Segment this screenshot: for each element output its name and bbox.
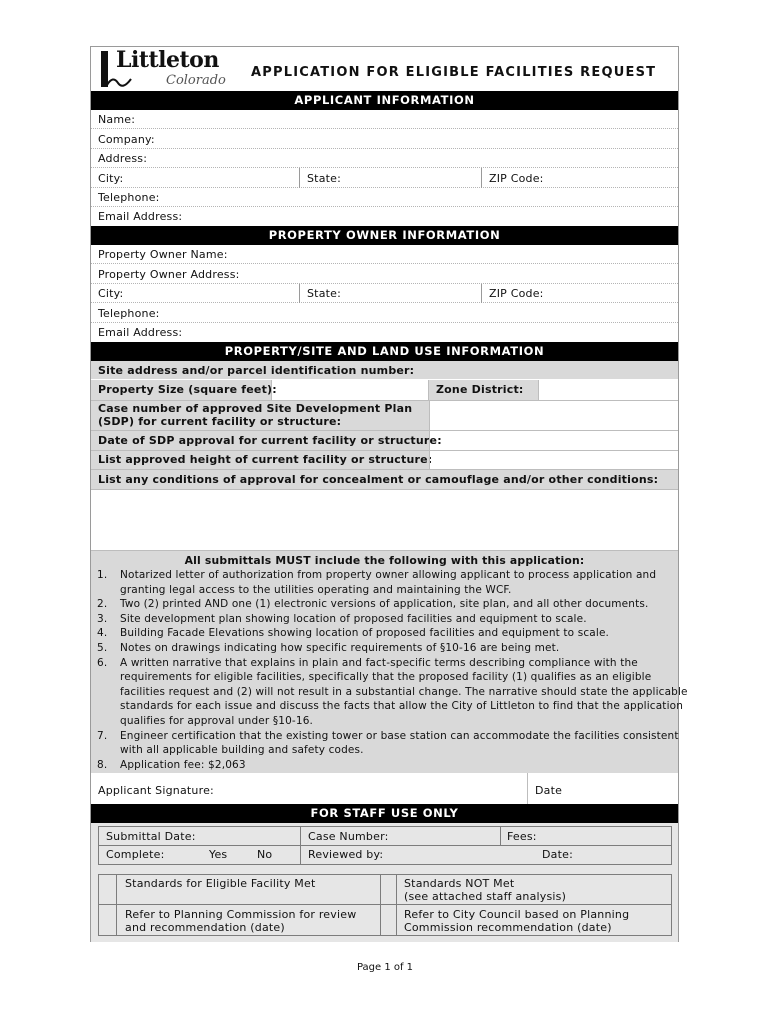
submittal-item-text: Notarized letter of authorization from property owner allowing applicant to process application and (120, 569, 657, 581)
applicant-city-label: City: (98, 172, 124, 185)
submittal-item-text: Building Facade Elevations showing location of proposed facilities and equipment to scale. (120, 627, 610, 640)
applicant-name-row[interactable] (91, 110, 678, 129)
case-number-staff-label: Case Number: (308, 830, 389, 843)
owner-address-label: Property Owner Address: (98, 268, 240, 281)
divider (481, 168, 482, 188)
submittal-item (97, 612, 672, 627)
refer-cc-checkbox[interactable] (381, 905, 396, 935)
complete-label: Complete: (106, 848, 165, 861)
divider (481, 284, 482, 303)
fees-label: Fees: (507, 830, 537, 843)
submittal-item-number: 7. (97, 729, 108, 742)
standards-not-met-label-line2: (see attached staff analysis) (404, 890, 567, 903)
submittal-item-number: 4. (97, 627, 108, 640)
owner-email-label: Email Address: (98, 326, 183, 339)
applicant-city-row[interactable] (91, 168, 678, 188)
height-label: List approved height of current facility or structure: (98, 453, 433, 466)
zone-district-label-cell (429, 380, 538, 400)
applicant-company-row[interactable] (91, 129, 678, 149)
case-number-label-line2: (SDP) for current facility or structure: (98, 415, 342, 428)
owner-name-row[interactable] (91, 245, 678, 264)
conditions-label: List any conditions of approval for concealment or camouflage and/or other conditions: (98, 473, 659, 486)
complete-yes-option[interactable]: Yes (209, 848, 228, 861)
standards-met-checkbox[interactable] (99, 875, 116, 904)
applicant-email-label: Email Address: (98, 210, 183, 223)
applicant-telephone-row[interactable] (91, 188, 678, 207)
applicant-company-label: Company: (98, 133, 155, 146)
applicant-email-row[interactable] (91, 207, 678, 226)
applicant-address-row[interactable] (91, 149, 678, 168)
submittal-item-text: Application fee: $2,063 (120, 758, 246, 771)
property-size-label: Property Size (square feet): (98, 383, 277, 396)
city-logo (100, 49, 230, 91)
owner-name-label: Property Owner Name: (98, 248, 228, 261)
standards-not-met-label-line1: Standards NOT Met (404, 877, 515, 890)
owner-telephone-label: Telephone: (98, 307, 160, 320)
case-number-row (91, 401, 678, 431)
staff-decision-table (98, 874, 672, 936)
reviewed-by-label: Reviewed by: (308, 848, 384, 861)
owner-address-row[interactable] (91, 264, 678, 284)
staff-col-divider (500, 827, 501, 845)
owner-city-label: City: (98, 287, 124, 300)
submittal-item-text: requirements for eligible facilities, specifically that the proposed facility (1) qualifies as an eligible (120, 671, 652, 684)
submittal-item-number: 1. (97, 569, 108, 581)
owner-email-row[interactable] (91, 323, 678, 342)
submittal-item-number: 2. (97, 598, 108, 611)
submittal-item-text: Engineer certification that the existing tower or base station can accommodate the facilities consistent (120, 729, 679, 742)
owner-zip-label: ZIP Code: (489, 287, 544, 300)
applicant-zip-label: ZIP Code: (489, 172, 544, 185)
decision-checkbox-col (396, 875, 397, 935)
owner-state-label: State: (307, 287, 342, 300)
sdp-date-input[interactable] (429, 431, 678, 450)
property-size-input[interactable] (271, 380, 429, 400)
submittal-item-number: 8. (97, 758, 108, 771)
signature-field[interactable] (91, 773, 528, 804)
divider (299, 284, 300, 303)
complete-no-option[interactable]: No (257, 848, 273, 861)
page-number: Page 1 of 1 (356, 962, 414, 973)
staff-row-divider (99, 845, 671, 846)
case-number-input[interactable] (429, 401, 678, 430)
sdp-date-row (91, 431, 678, 451)
sdp-date-label: Date of SDP approval for current facility or structure: (98, 434, 442, 447)
refer-cc-label-line1: Refer to City Council based on Planning (404, 908, 630, 921)
submittal-item-number: 6. (97, 656, 108, 669)
zone-district-input[interactable] (538, 380, 678, 400)
case-number-label-line1: Case number of approved Site Development Plan (98, 402, 413, 415)
owner-city-row[interactable] (91, 284, 678, 303)
submittal-item (97, 656, 688, 729)
submittal-item-text: Notes on drawings indicating how specific requirements of §10-16 are being met. (120, 642, 560, 654)
site-address-label: Site address and/or parcel identification number: (98, 364, 415, 377)
submittal-item-text: with all applicable building and safety codes. (120, 744, 364, 757)
zone-district-label: Zone District: (436, 383, 524, 396)
standards-not-met-checkbox[interactable] (381, 875, 396, 904)
submittals-heading: All submittals MUST include the following with this application: (184, 554, 585, 567)
submittal-item (97, 597, 672, 612)
application-form (90, 46, 688, 942)
height-label-cell (91, 451, 433, 469)
refer-cc-label-line2: Commission recommendation (date) (404, 921, 612, 934)
signature-date-field[interactable] (528, 773, 678, 804)
submittal-item-text: Site development plan showing location of proposed facilities and equipment to scale. (120, 612, 587, 625)
submittal-item-text: Two (2) printed AND one (1) electronic versions of application, site plan, and all other documents. (120, 598, 649, 611)
site-address-row[interactable] (91, 361, 678, 380)
signature-date-label: Date (535, 784, 563, 797)
submittal-item (97, 626, 672, 641)
property-size-label-cell (91, 380, 277, 400)
submittals-panel (91, 551, 688, 773)
submittal-item-text: A written narrative that explains in plain and fact-specific terms describing compliance with the (120, 656, 638, 669)
applicant-state-label: State: (307, 172, 342, 185)
refer-pc-checkbox[interactable] (99, 905, 116, 935)
staff-col-divider (300, 827, 301, 864)
submittal-item (97, 729, 679, 758)
applicant-address-label: Address: (98, 152, 148, 165)
owner-telephone-row[interactable] (91, 303, 678, 323)
case-number-label-cell (91, 401, 429, 430)
review-date-label: Date: (542, 848, 573, 861)
submittal-item-text: granting legal access to the utilities operating and maintaining the WCF. (120, 583, 512, 596)
conditions-row (91, 470, 678, 489)
submittal-item (97, 641, 672, 656)
standards-met-label: Standards for Eligible Facility Met (125, 877, 316, 890)
staff-use-panel (91, 823, 678, 942)
divider (299, 168, 300, 188)
height-row (91, 451, 678, 470)
submittal-item-number: 3. (97, 612, 108, 625)
submittal-item-text: facilities request and (2) will not result in a substantial change. The narrative should state the applicable (120, 685, 688, 698)
staff-info-table (98, 826, 672, 865)
logo-swoosh-icon (106, 73, 132, 91)
conditions-input[interactable] (91, 489, 678, 551)
sdp-date-label-cell (91, 431, 442, 450)
staff-use-header: FOR STAFF USE ONLY (91, 804, 678, 823)
logo-name: Littleton (116, 47, 219, 73)
refer-pc-label-line1: Refer to Planning Commission for review (125, 908, 357, 921)
submittal-item-text: standards for each issue and discuss the facts that allow the City of Littleton to find that the application (120, 700, 684, 713)
height-input[interactable] (429, 451, 678, 469)
logo-subtitle: Colorado (166, 73, 226, 88)
applicant-name-label: Name: (98, 113, 136, 126)
submittal-date-label: Submittal Date: (106, 830, 196, 843)
property-size-row (91, 380, 678, 401)
owner-info-header: PROPERTY OWNER INFORMATION (91, 226, 678, 245)
refer-pc-label-line2: and recommendation (date) (125, 921, 285, 934)
applicant-info-header: APPLICANT INFORMATION (91, 91, 678, 110)
decision-checkbox-col (116, 875, 117, 935)
signature-label: Applicant Signature: (98, 784, 214, 797)
signature-row (91, 773, 678, 804)
site-info-header: PROPERTY/SITE AND LAND USE INFORMATION (91, 342, 678, 361)
submittal-item (97, 758, 672, 773)
page-title: APPLICATION FOR ELIGIBLE FACILITIES REQUEST (251, 65, 657, 80)
submittal-item (97, 568, 672, 597)
submittal-item-number: 5. (97, 642, 108, 654)
applicant-telephone-label: Telephone: (98, 191, 160, 204)
submittal-item-text: qualifies for approval under §10-16. (120, 714, 314, 727)
